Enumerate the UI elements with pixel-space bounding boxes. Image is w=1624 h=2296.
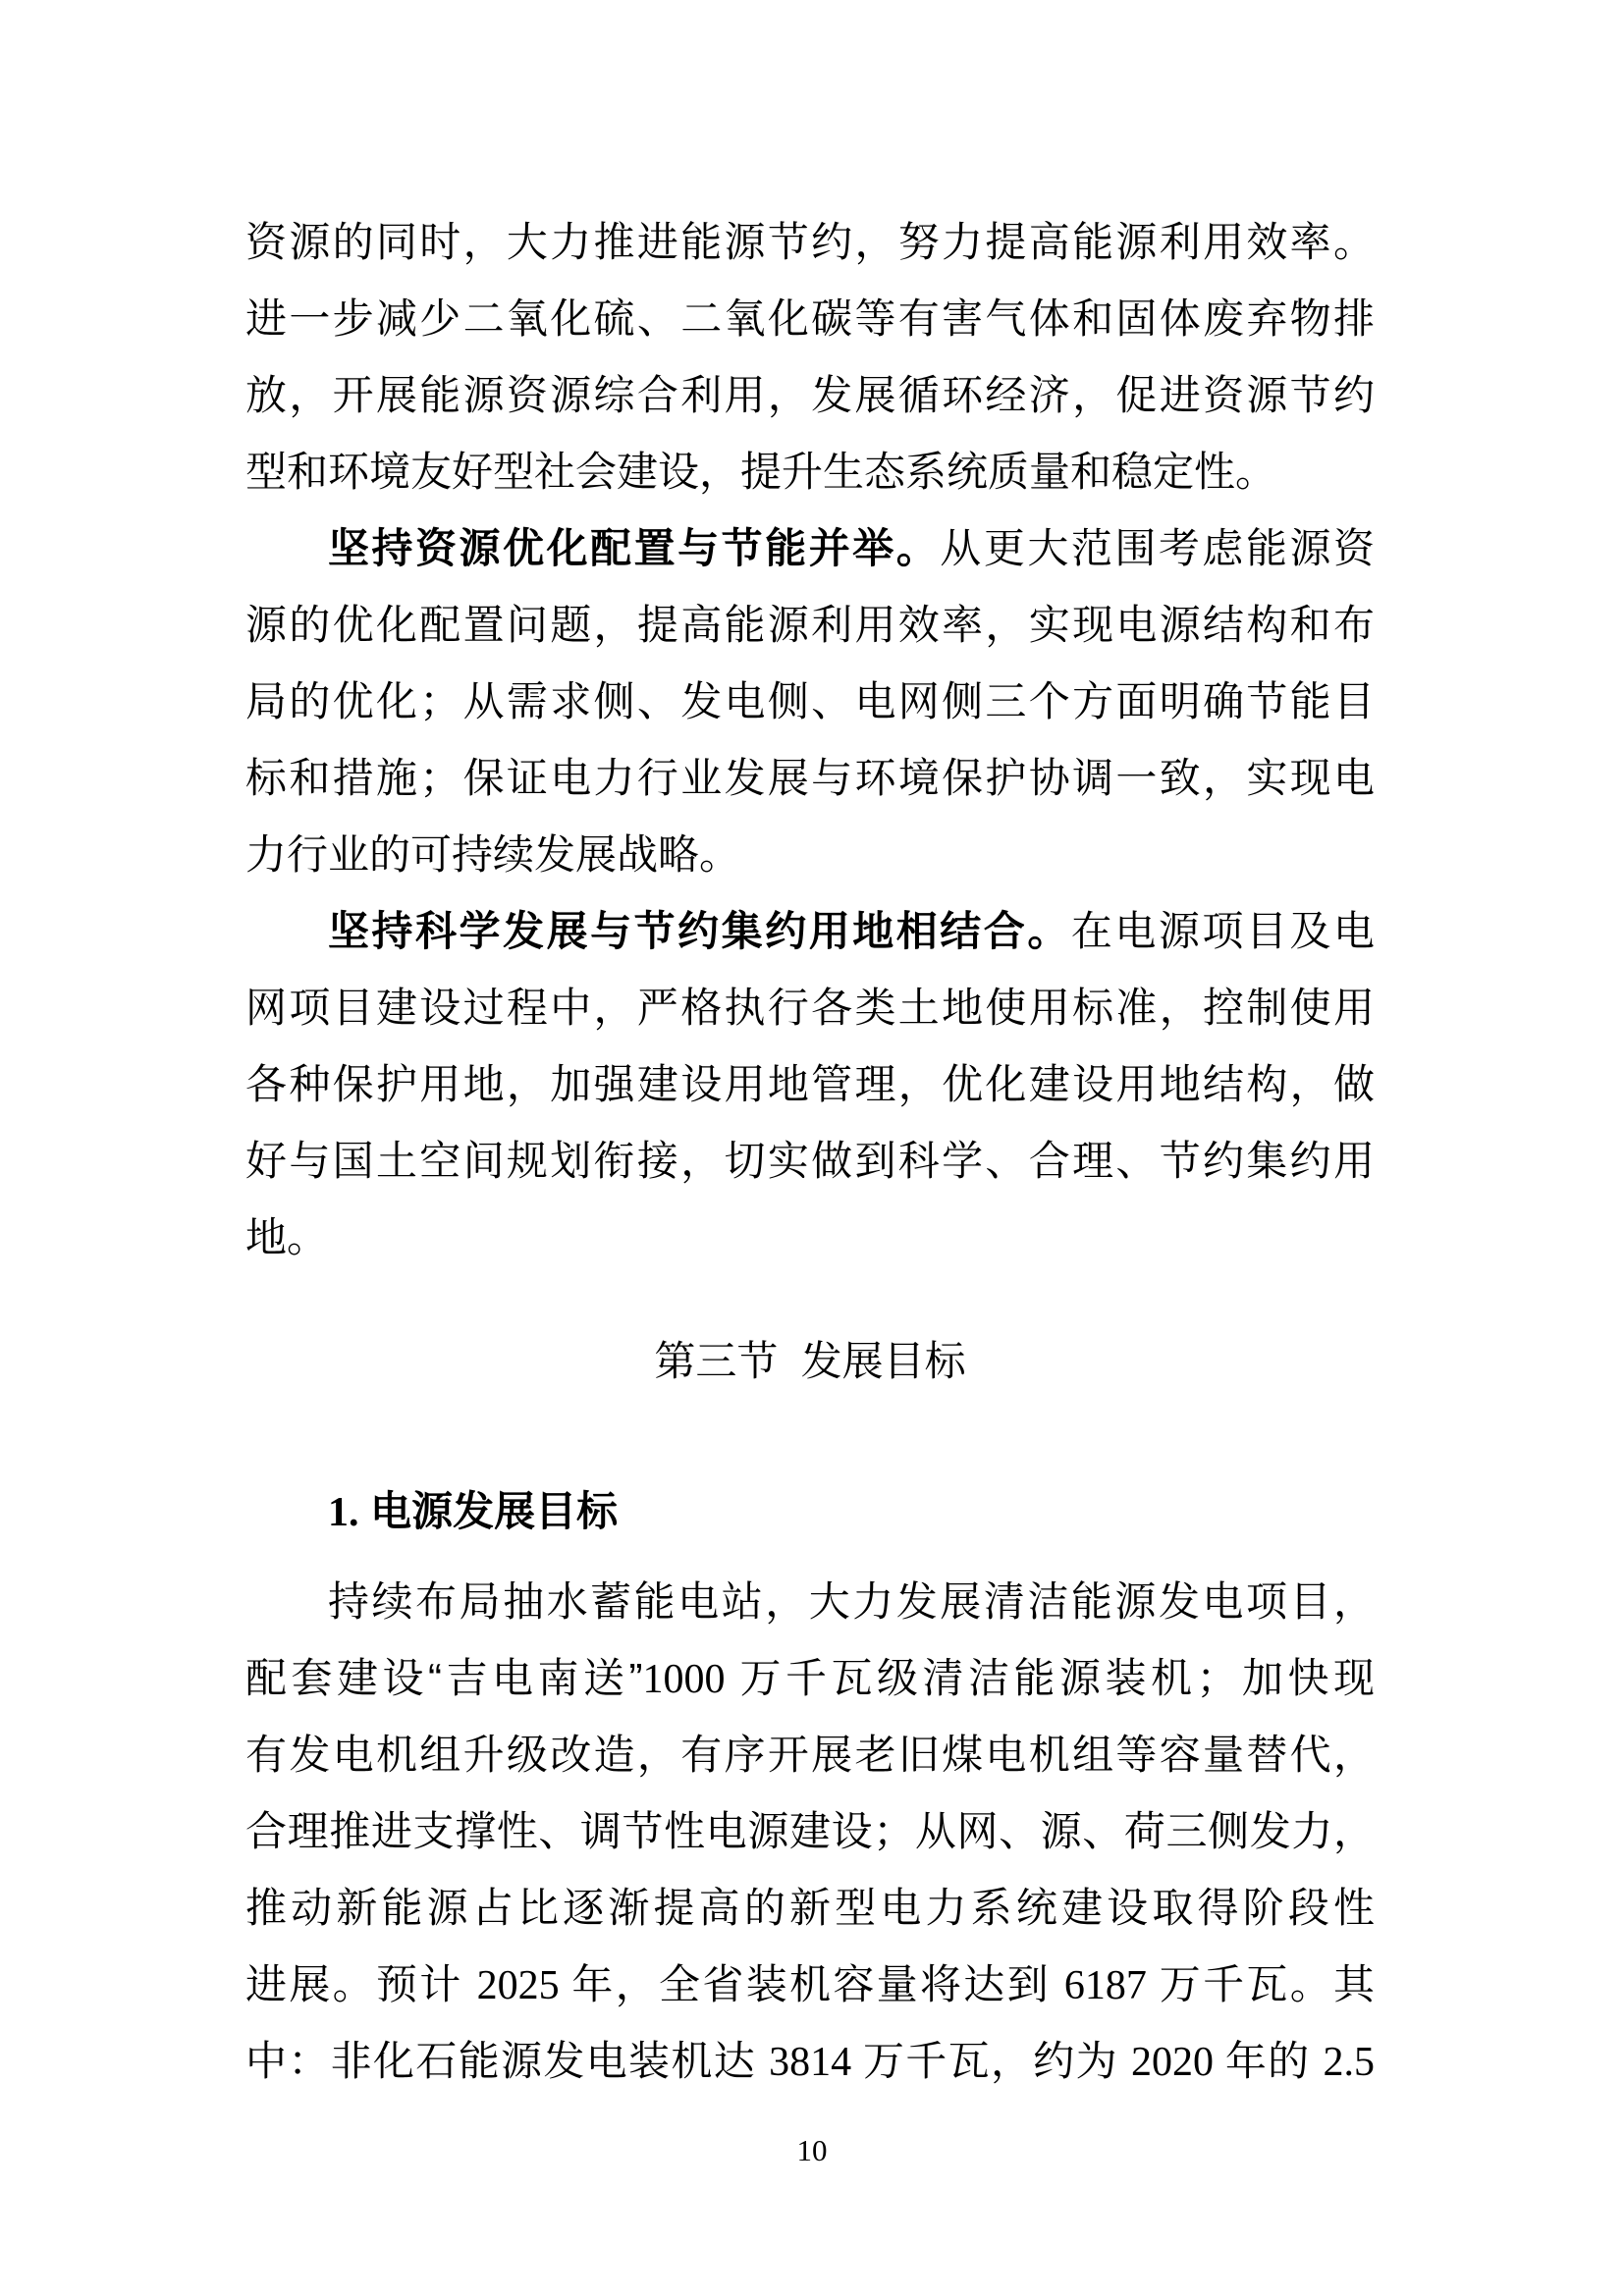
text-line bbox=[245, 434, 1375, 510]
text-segment: 有发电机组升级改造，有序开展老旧煤电机组等容量替代， bbox=[245, 1732, 1375, 1778]
subsection-heading bbox=[245, 1473, 1375, 1550]
text-segment: 推动新能源占比逐渐提高的新型电力系统建设取得阶段性 bbox=[245, 1885, 1375, 1931]
text-segment: 2.5 bbox=[1323, 2040, 1376, 2085]
text-line bbox=[245, 1793, 1375, 1870]
text-segment: 3814 bbox=[769, 2040, 863, 2085]
text-segment: 网项目建设过程中，严格执行各类土地使用标准，控制使用 bbox=[245, 985, 1375, 1031]
text-segment: 地。 bbox=[245, 1214, 329, 1260]
text-segment: 型和环境友好型社会建设，提升生态系统质量和稳定性。 bbox=[245, 449, 1277, 495]
text-segment: 合理推进支撑性、调节性电源建设；从网、源、荷三侧发力， bbox=[245, 1808, 1375, 1854]
text-line bbox=[245, 893, 1375, 970]
text-segment: 6187 bbox=[1063, 1963, 1160, 2008]
text-line bbox=[245, 817, 1375, 893]
text-line bbox=[245, 1717, 1375, 1793]
text-segment: 万千瓦。其 bbox=[1159, 1961, 1376, 2007]
text-segment: 2020 bbox=[1130, 2040, 1225, 2085]
text-segment: 在电源项目及电 bbox=[1070, 908, 1375, 954]
text-segment: 资源的同时，大力推进能源节约，努力提高能源利用效率。 bbox=[245, 219, 1375, 265]
text-segment: 万千瓦级清洁能源装机；加快现 bbox=[739, 1655, 1375, 1701]
section-heading bbox=[245, 1323, 1375, 1400]
text-segment: 1. bbox=[328, 1490, 359, 1535]
text-segment: 年的 bbox=[1224, 2038, 1324, 2084]
text-line bbox=[245, 1046, 1375, 1123]
text-line bbox=[245, 1564, 1375, 1640]
text-line bbox=[245, 1947, 1375, 2023]
text-segment: 力行业的可持续发展战略。 bbox=[245, 831, 741, 878]
text-line bbox=[245, 664, 1375, 740]
text-segment: 局的优化；从需求侧、发电侧、电网侧三个方面明确节能目 bbox=[245, 678, 1375, 724]
page-number: 10 bbox=[796, 2133, 828, 2167]
text-segment: 配套建设“吉电南送” bbox=[245, 1655, 643, 1701]
text-segment: 2025 bbox=[476, 1963, 572, 2008]
text-segment: 放，开展能源资源综合利用，发展循环经济，促进资源节约 bbox=[245, 372, 1375, 418]
text-segment: 第三节 发展目标 bbox=[654, 1338, 966, 1384]
text-segment: 持续布局抽水蓄能电站，大力发展清洁能源发电项目， bbox=[328, 1578, 1375, 1625]
text-line bbox=[245, 587, 1375, 664]
text-line bbox=[245, 1200, 1375, 1276]
text-segment: 坚持资源优化配置与节能并举。 bbox=[328, 525, 941, 571]
text-line bbox=[245, 1640, 1375, 1717]
text-segment: 从更大范围考虑能源资 bbox=[940, 525, 1375, 571]
text-segment: 年，全省装机容量将达到 bbox=[571, 1961, 1064, 2007]
text-segment: 各种保护用地，加强建设用地管理，优化建设用地结构，做 bbox=[245, 1061, 1375, 1107]
text-segment: 源的优化配置问题，提高能源利用效率，实现电源结构和布 bbox=[245, 602, 1375, 648]
text-line bbox=[245, 1123, 1375, 1200]
text-segment: 进一步减少二氧化硫、二氧化碳等有害气体和固体废弃物排 bbox=[245, 295, 1375, 342]
text-segment: 好与国土空间规划衔接，切实做到科学、合理、节约集约用 bbox=[245, 1138, 1375, 1184]
text-segment: 电源发展目标 bbox=[358, 1488, 619, 1534]
text-block bbox=[245, 204, 1375, 2100]
text-segment: 进展。预计 bbox=[245, 1961, 477, 2007]
text-line bbox=[245, 2023, 1375, 2100]
text-line bbox=[245, 510, 1375, 587]
text-segment: 坚持科学发展与节约集约用地相结合。 bbox=[328, 908, 1071, 954]
text-line bbox=[245, 1870, 1375, 1947]
text-line bbox=[245, 204, 1375, 281]
text-line bbox=[245, 740, 1375, 817]
text-segment: 标和措施；保证电力行业发展与环境保护协调一致，实现电 bbox=[245, 755, 1375, 801]
text-segment: 万千瓦，约为 bbox=[862, 2038, 1131, 2084]
text-segment: 1000 bbox=[642, 1657, 740, 1702]
text-line bbox=[245, 281, 1375, 357]
text-segment: 中：非化石能源发电装机达 bbox=[245, 2038, 770, 2084]
text-line bbox=[245, 357, 1375, 434]
text-line bbox=[245, 970, 1375, 1046]
